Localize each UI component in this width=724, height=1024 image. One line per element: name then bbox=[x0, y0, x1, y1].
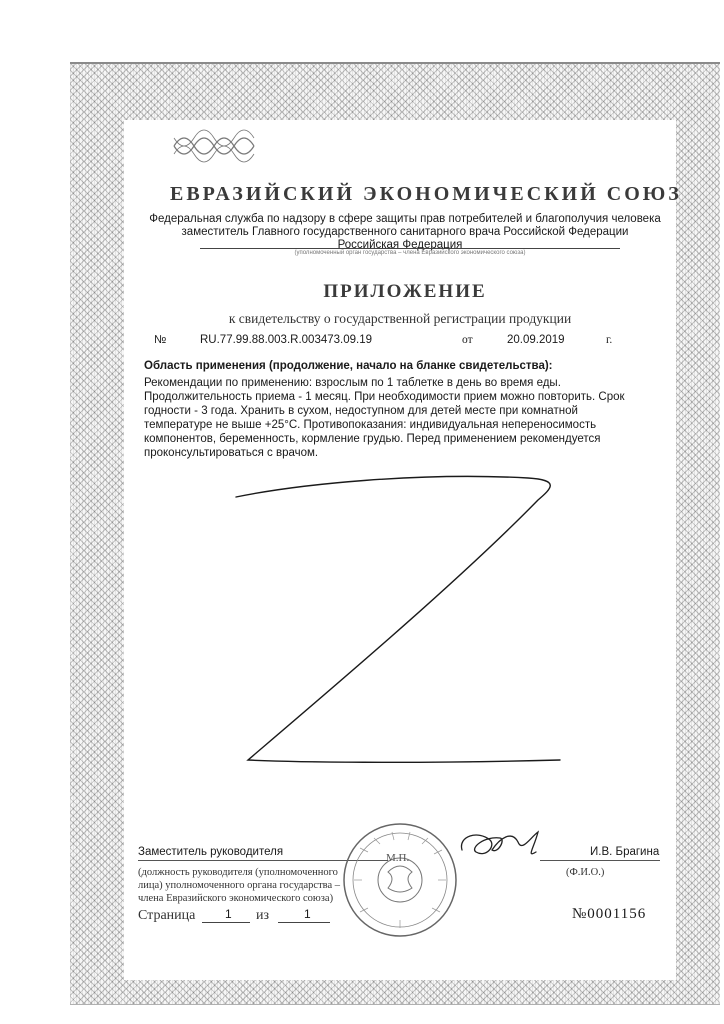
stamp-label: М.П. bbox=[386, 852, 410, 864]
union-title: ЕВРАЗИЙСКИЙ ЭКОНОМИЧЕСКИЙ СОЮЗ bbox=[170, 183, 682, 205]
annex-title: ПРИЛОЖЕНИЕ bbox=[323, 281, 487, 302]
position-hint-1: (должность руководителя (уполномоченного bbox=[138, 867, 338, 878]
page-of-label: из bbox=[256, 908, 270, 923]
position-hint-2: лица) уполномоченного органа государства – bbox=[138, 880, 341, 891]
authority-hint: (уполномоченный орган государства – члена Евразийского экономического союза) bbox=[200, 248, 620, 256]
official-line: заместитель Главного государственного санитарного врача Российской Федерации bbox=[181, 226, 629, 238]
page-number-line bbox=[202, 922, 250, 923]
signatory-position: Заместитель руководителя bbox=[138, 846, 284, 858]
year-suffix: г. bbox=[606, 334, 613, 346]
annex-subtitle: к свидетельству о государственной регистрации продукции bbox=[228, 311, 572, 326]
certificate-date: 20.09.2019 bbox=[507, 334, 565, 346]
agency-line: Федеральная служба по надзору в сфере защиты прав потребителей и благополучия человека bbox=[149, 213, 661, 225]
section-heading: Область применения (продолжение, начало на бланке свидетельства): bbox=[144, 360, 553, 372]
page-label: Страница bbox=[138, 908, 196, 923]
body-text: Рекомендации по применению: взрослым по 1 таблетке в день во время еды. Продолжительность приема - 1 месяц. При необходимости прием можно повторить. Срок годности - 3 года. Хранить в сухом, недоступном для детей месте при комнатной температуре не выше +25°С. Противопоказания: индивидуальная непереносимость компонентов, беременность, кормление грудью. Перед применением рекомендуется проконсультироваться с врачом. bbox=[144, 377, 625, 459]
signatory-name: И.В. Брагина bbox=[590, 846, 660, 858]
page-total: 1 bbox=[304, 907, 311, 921]
page-number: 1 bbox=[225, 907, 232, 921]
date-prefix: от bbox=[462, 334, 473, 346]
number-label: № bbox=[154, 334, 167, 346]
position-hint-3: члена Евразийского экономического союза) bbox=[138, 893, 334, 904]
form-serial-number: №0001156 bbox=[572, 906, 647, 922]
page-total-line bbox=[278, 922, 330, 923]
name-hint: (Ф.И.О.) bbox=[566, 867, 605, 878]
country-line: Российская Федерация bbox=[337, 239, 463, 251]
certificate-number: RU.77.99.88.003.R.003473.09.19 bbox=[200, 334, 372, 346]
